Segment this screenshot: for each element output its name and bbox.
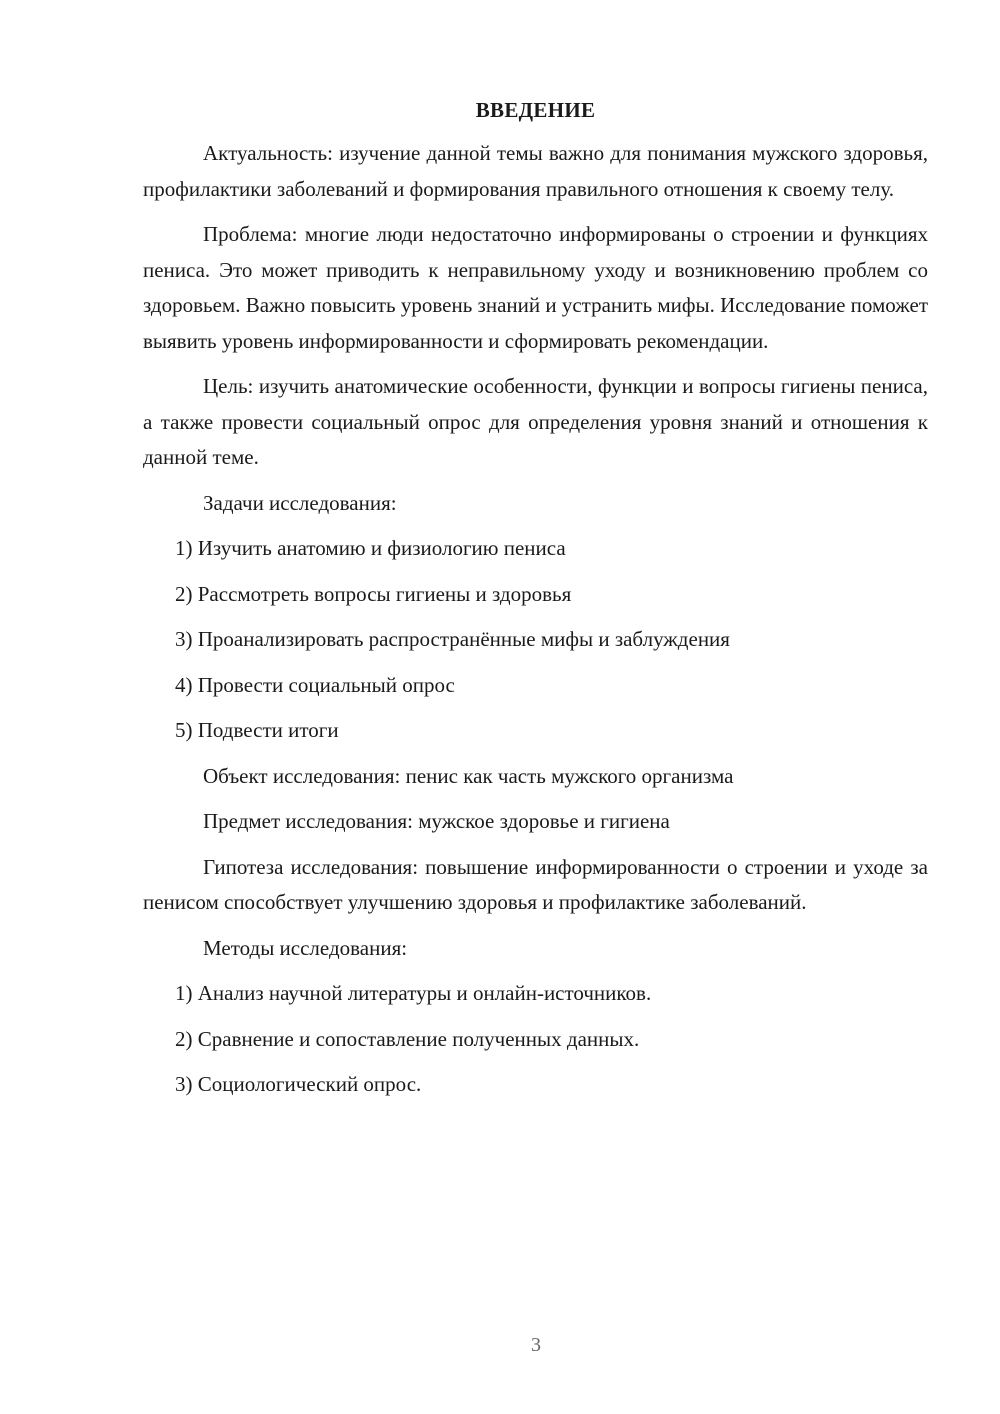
method-item: 3) Социологический опрос. <box>175 1072 422 1096</box>
methods-heading: Методы исследования: <box>203 935 408 960</box>
goal-paragraph: Цель: изучить анатомические особенности, функции и вопросы гигиены пениса, а также провести социальный опрос для определения уровня знаний и отношения к данной теме. <box>143 374 928 469</box>
tasks-heading: Задачи исследования: <box>203 490 397 515</box>
problem-paragraph: Проблема: многие люди недостаточно информированы о строении и функциях пениса. Это может приводить к неправильному уходу и возникновению проблем со здоровьем. Важно повысить уровень знаний и устранить мифы. Исследование поможет выявить уровень информированности и сформировать рекомендации. <box>143 222 928 353</box>
section-title: ВВЕДЕНИЕ <box>475 98 596 122</box>
task-item: 3) Проанализировать распространённые мифы и заблуждения <box>175 627 730 651</box>
task-item: 4) Провести социальный опрос <box>175 672 455 697</box>
task-item: 1) Изучить анатомию и физиологию пениса <box>175 536 566 560</box>
task-item: 5) Подвести итоги <box>175 718 339 742</box>
research-subject: Предмет исследования: мужское здоровье и гигиена <box>203 809 670 833</box>
page-number: 3 <box>531 1334 541 1356</box>
research-object: Объект исследования: пенис как часть мужского организма <box>203 763 734 788</box>
task-item: 2) Рассмотреть вопросы гигиены и здоровья <box>175 581 572 606</box>
relevance-paragraph: Актуальность: изучение данной темы важно для понимания мужского здоровья, профилактики заболеваний и формирования правильного отношения к своему телу. <box>143 141 928 201</box>
method-item: 2) Сравнение и сопоставление полученных данных. <box>175 1026 640 1051</box>
page-content <box>143 94 928 1113</box>
hypothesis-paragraph: Гипотеза исследования: повышение информированности о строении и уходе за пенисом способствует улучшению здоровья и профилактике заболеваний. <box>143 854 928 914</box>
method-item: 1) Анализ научной литературы и онлайн-источников. <box>175 981 652 1005</box>
